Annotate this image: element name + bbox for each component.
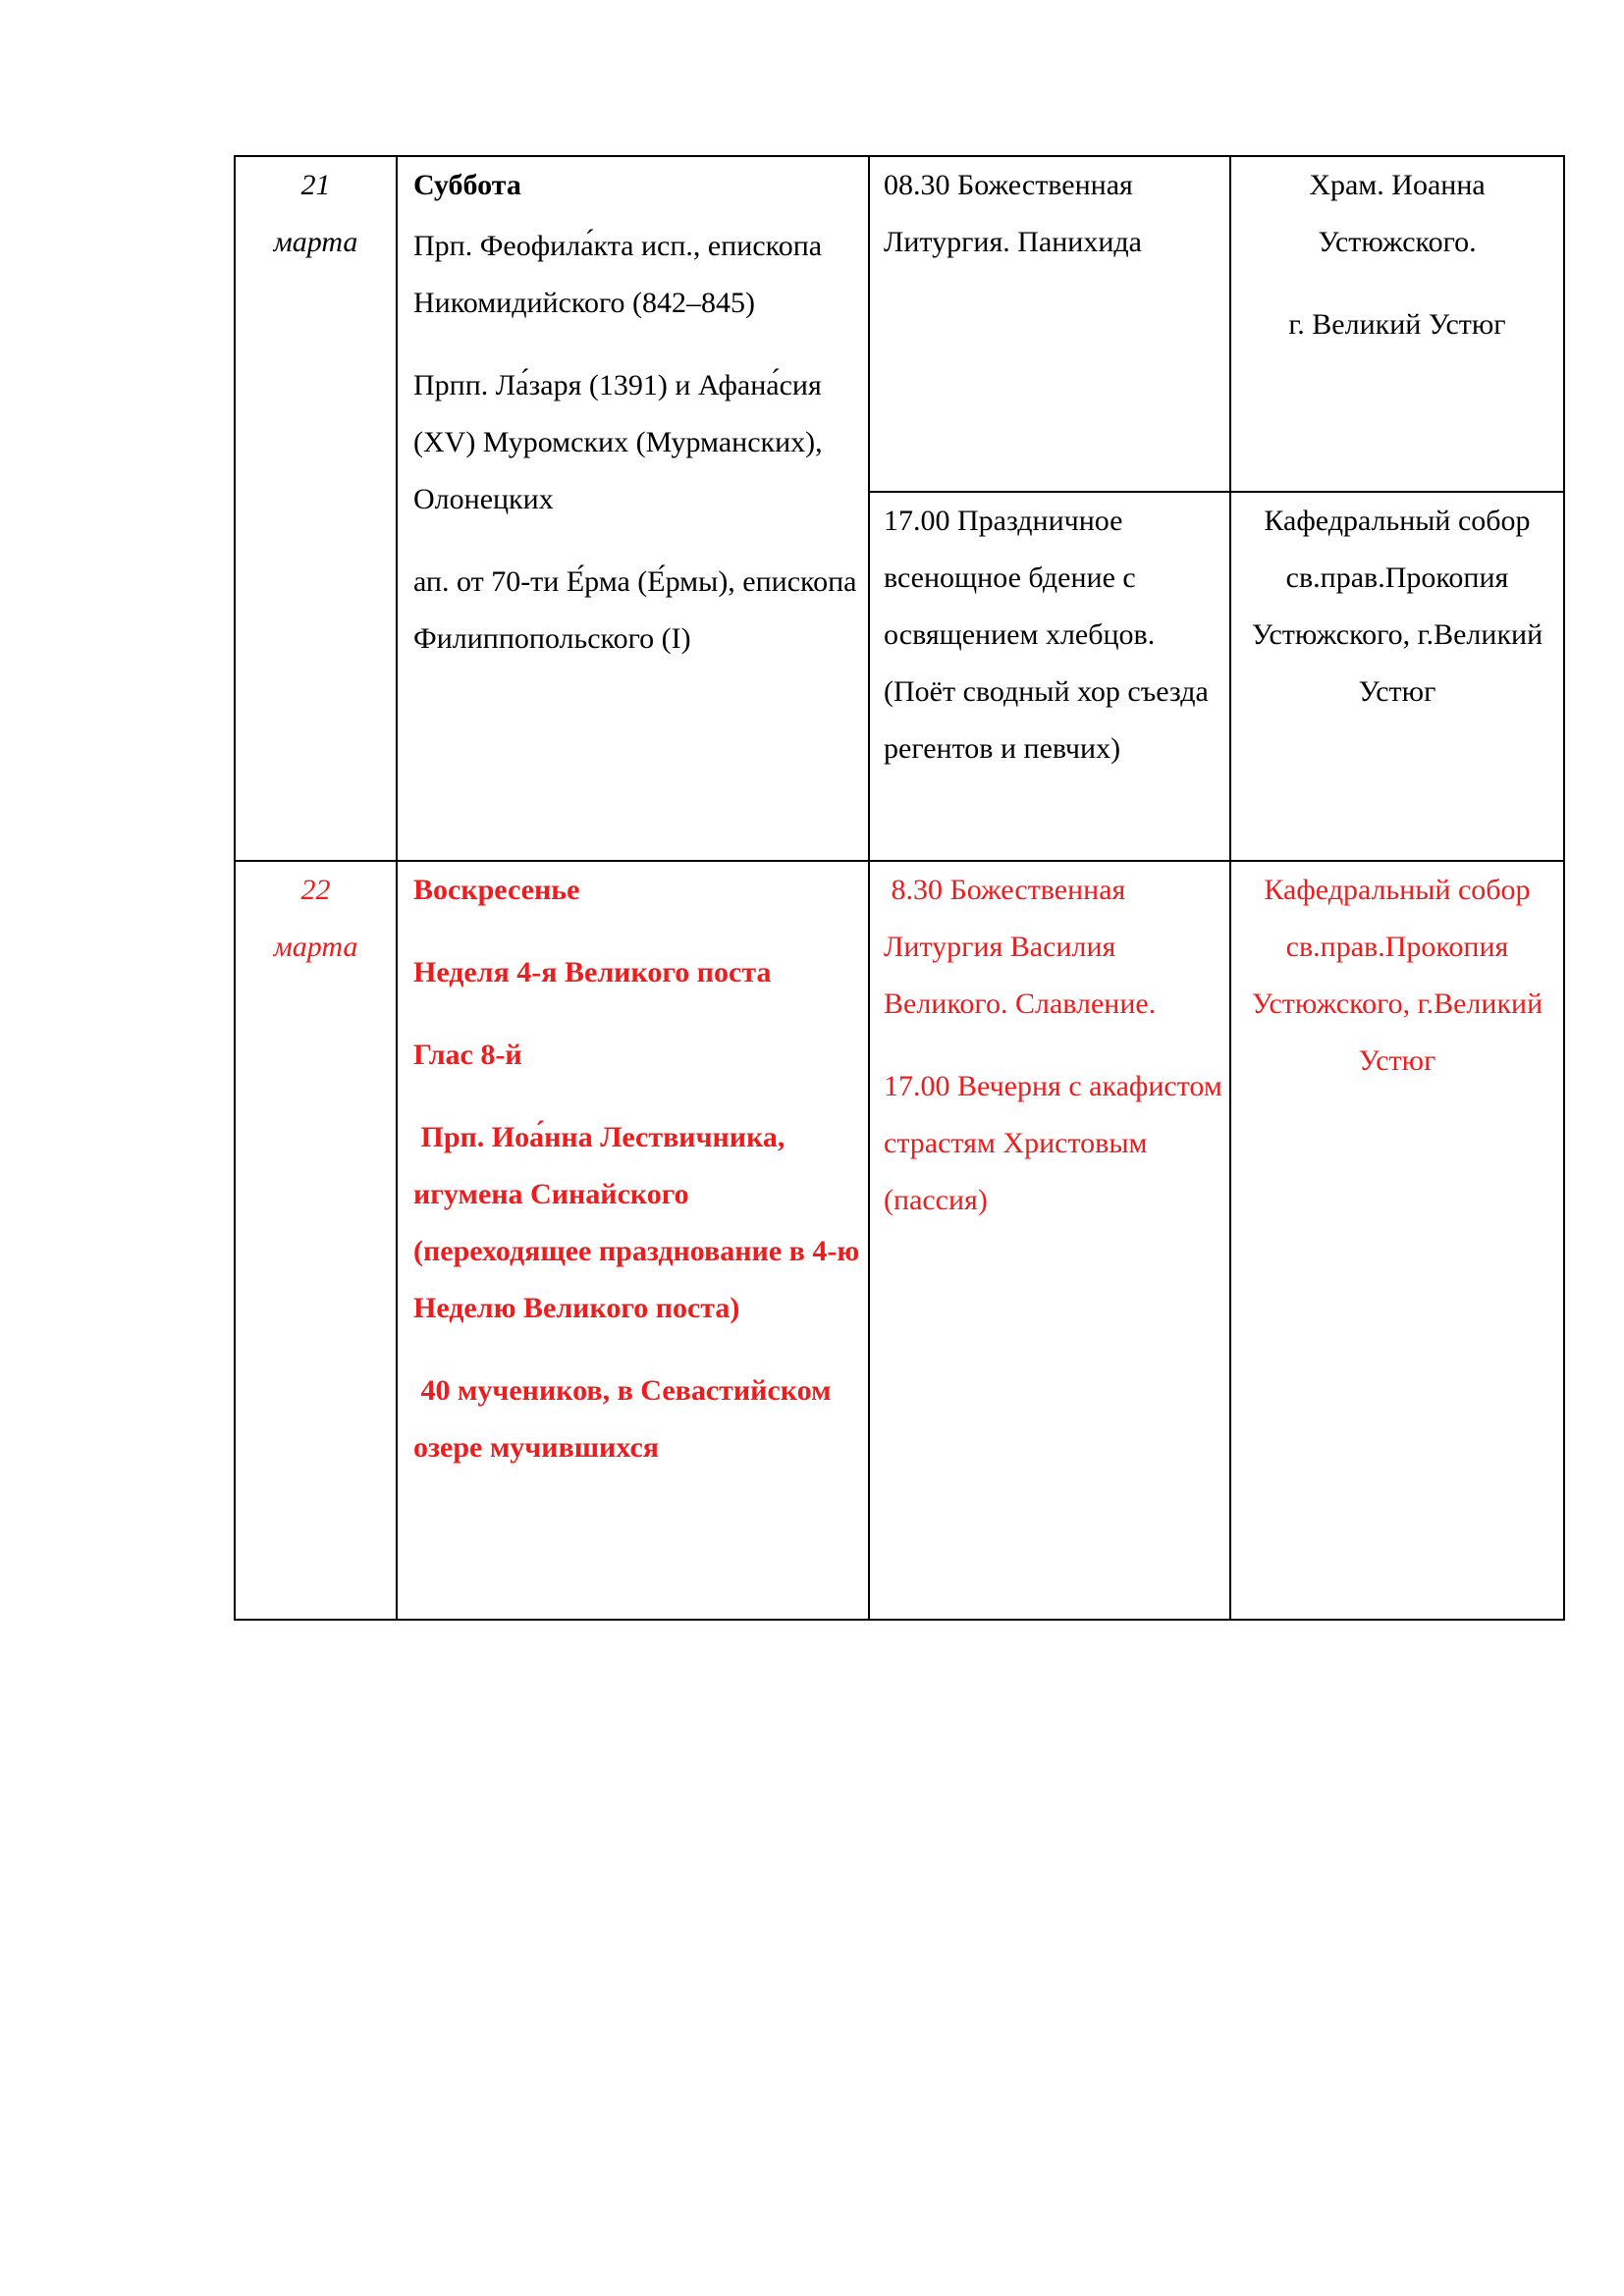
- place-cell: [1230, 861, 1564, 1620]
- schedule-table: [234, 155, 1565, 1621]
- date-cell: [235, 156, 397, 861]
- service-text: 08.30 Божественная Литургия. Панихида: [884, 169, 1142, 258]
- place-text: Кафедральный собор св.прав.Прокопия Устюжского, г.Великий Устюг: [1251, 505, 1543, 708]
- saint-entry: Прп. Феофила́кта исп., епископа Никомидийского (842–845): [413, 230, 823, 319]
- saints-cell: [397, 861, 869, 1620]
- service-cell: [869, 156, 1230, 492]
- date-month: марта: [273, 931, 358, 963]
- saint-entry: 40 мучеников, в Севастийском озере мучившихся: [413, 1374, 839, 1464]
- week-name: Неделя 4-я Великого поста: [413, 956, 772, 988]
- saint-entry: ап. от 70-ти Е́рма (Е́рмы), епископа Филиппопольского (I): [413, 565, 857, 655]
- place-cell: [1230, 492, 1564, 861]
- place-text: Кафедральный собор св.прав.Прокопия Устюжского, г.Великий Устюг: [1251, 874, 1543, 1077]
- service-cell: [869, 492, 1230, 861]
- table-row: [235, 156, 1564, 492]
- saint-entry: Прп. Иоа́нна Лествичника, игумена Синайского (переходящее празднование в 4-ю Неделю Великого поста): [413, 1121, 867, 1324]
- date-day: 22: [300, 874, 331, 906]
- day-name: Суббота: [413, 169, 521, 201]
- place-line: Храм. Иоанна Устюжского.: [1309, 169, 1486, 258]
- service-text: 17.00 Вечерня с акафистом страстям Христовым (пассия): [884, 1070, 1222, 1216]
- saint-entry: Прпп. Ла́заря (1391) и Афана́сия (XV) Муромских (Мурманских), Олонецких: [413, 369, 823, 515]
- service-text: 17.00 Праздничное всенощное бдение с освящением хлебцов. (Поёт сводный хор съезда регентов и певчих): [884, 505, 1209, 765]
- saints-cell: [397, 156, 869, 861]
- place-cell: [1230, 156, 1564, 492]
- tone: Глас 8-й: [413, 1039, 522, 1071]
- date-month: марта: [273, 226, 358, 258]
- place-line: г. Великий Устюг: [1288, 308, 1506, 341]
- table-row: [235, 861, 1564, 1620]
- date-day: 21: [300, 169, 331, 201]
- service-text: 8.30 Божественная Литургия Василия Великого. Славление.: [884, 874, 1157, 1020]
- service-cell: [869, 861, 1230, 1620]
- date-cell: [235, 861, 397, 1620]
- day-name: Воскресенье: [413, 874, 580, 906]
